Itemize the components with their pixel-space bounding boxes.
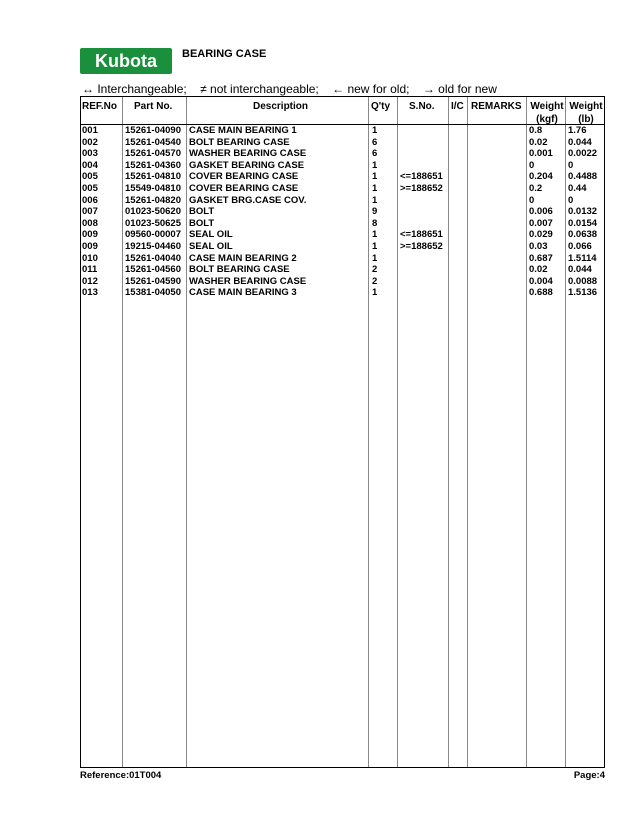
cell-part: 15261-04590 (125, 275, 181, 287)
cell-desc: BOLT (189, 206, 215, 218)
cell-part: 15261-04360 (125, 159, 181, 171)
cell-part: 15261-04810 (125, 171, 181, 183)
table-row (81, 195, 604, 207)
cell-desc: COVER BEARING CASE (189, 171, 299, 183)
cell-wlb: 0 (568, 159, 574, 171)
cell-part: 15261-04560 (125, 264, 181, 276)
cell-wkgf: 0.004 (529, 275, 553, 287)
cell-wkgf: 0.02 (529, 136, 548, 148)
cell-sno: >=188652 (400, 182, 443, 194)
cell-part: 01023-50620 (125, 206, 181, 218)
cell-wkgf: 0.006 (529, 206, 553, 218)
cell-part: 15261-04540 (125, 136, 181, 148)
cell-wkgf: 0.03 (529, 240, 548, 252)
cell-wkgf: 0 (529, 194, 535, 206)
cell-part: 15261-04090 (125, 125, 181, 136)
cell-qty: 1 (372, 171, 378, 183)
cell-wlb: 0.0154 (568, 217, 598, 229)
cell-wkgf: 0.02 (529, 264, 548, 276)
cell-desc: CASE MAIN BEARING 1 (189, 125, 297, 136)
header-sno: S.No. (409, 101, 435, 112)
cell-qty: 1 (372, 252, 378, 264)
cell-desc: COVER BEARING CASE (189, 182, 299, 194)
cell-wkgf: 0.2 (529, 182, 543, 194)
cell-ref: 005 (82, 171, 98, 183)
table-row (81, 276, 604, 288)
header-part: Part No. (134, 101, 173, 112)
parts-table (80, 96, 605, 768)
cell-wlb: 0.0132 (568, 206, 598, 218)
cell-ref: 007 (82, 206, 98, 218)
table-row (81, 218, 604, 230)
cell-qty: 1 (372, 125, 378, 136)
cell-wlb: 0.0638 (568, 229, 598, 241)
header-weight-kgf-line2: (kgf) (536, 114, 558, 125)
header-weight-kgf (529, 100, 565, 126)
cell-ref: 008 (82, 217, 98, 229)
cell-wkgf: 0.029 (529, 229, 553, 241)
legend-not-interchangeable: ≠ not interchangeable; (200, 82, 319, 96)
cell-desc: SEAL OIL (189, 229, 233, 241)
cell-qty: 6 (372, 148, 378, 160)
svg-text:Kubota: Kubota (95, 51, 157, 71)
table-row (81, 287, 604, 299)
legend-old-for-new: → old for new (422, 82, 497, 96)
cell-wlb: 1.5136 (568, 287, 598, 299)
table-row (81, 125, 604, 137)
cell-wlb: 0.0088 (568, 275, 598, 287)
header-ic: I/C (451, 101, 464, 112)
cell-ref: 002 (82, 136, 98, 148)
cell-wlb: 0.4488 (568, 171, 598, 183)
cell-desc: BOLT (189, 217, 215, 229)
cell-part: 01023-50625 (125, 217, 181, 229)
cell-ref: 009 (82, 229, 98, 241)
cell-qty: 1 (372, 240, 378, 252)
table-row (81, 206, 604, 218)
cell-part: 19215-04460 (125, 240, 181, 252)
cell-qty: 1 (372, 229, 378, 241)
cell-part: 15261-04570 (125, 148, 181, 160)
cell-desc: WASHER BEARING CASE (189, 148, 307, 160)
cell-ref: 009 (82, 240, 98, 252)
cell-wkgf: 0.688 (529, 287, 553, 299)
table-row (81, 241, 604, 253)
cell-desc: SEAL OIL (189, 240, 233, 252)
header-weight-lb-line2: (lb) (578, 114, 594, 125)
cell-ref: 001 (82, 125, 98, 136)
cell-wlb: 0.0022 (568, 148, 598, 160)
header-weight-kgf-line1: Weight (530, 101, 564, 112)
cell-desc: WASHER BEARING CASE (189, 275, 307, 287)
table-header (81, 97, 604, 125)
kubota-logo (80, 48, 172, 74)
cell-desc: CASE MAIN BEARING 2 (189, 252, 297, 264)
cell-qty: 2 (372, 275, 378, 287)
cell-sno: <=188651 (400, 171, 443, 183)
cell-qty: 1 (372, 194, 378, 206)
cell-wkgf: 0.687 (529, 252, 553, 264)
header-qty: Q'ty (371, 101, 391, 112)
table-row (81, 148, 604, 160)
table-row (81, 229, 604, 241)
table-row (81, 137, 604, 149)
cell-wlb: 0 (568, 194, 574, 206)
cell-qty: 1 (372, 182, 378, 194)
table-row (81, 160, 604, 172)
table-row (81, 253, 604, 265)
table-row (81, 264, 604, 276)
cell-qty: 9 (372, 206, 378, 218)
cell-wlb: 0.044 (568, 264, 592, 276)
cell-qty: 1 (372, 159, 378, 171)
cell-ref: 004 (82, 159, 98, 171)
cell-ref: 010 (82, 252, 98, 264)
header-remarks: REMARKS (471, 101, 522, 112)
table-body (81, 125, 604, 299)
cell-part: 15261-04040 (125, 252, 181, 264)
cell-wlb: 1.5114 (568, 252, 597, 264)
cell-ref: 005 (82, 182, 98, 194)
cell-qty: 8 (372, 217, 378, 229)
legend-new-for-old: ← new for old; (332, 82, 410, 96)
cell-qty: 6 (372, 136, 378, 148)
cell-wlb: 0.44 (568, 182, 587, 194)
cell-ref: 012 (82, 275, 98, 287)
cell-wkgf: 0.001 (529, 148, 553, 160)
cell-qty: 1 (372, 287, 378, 299)
page-number: Page:4 (573, 770, 605, 781)
cell-wkgf: 0 (529, 159, 535, 171)
cell-sno: >=188652 (400, 240, 443, 252)
cell-desc: GASKET BEARING CASE (189, 159, 305, 171)
header-weight-lb-line1: Weight (569, 101, 603, 112)
cell-part: 15261-04820 (125, 194, 181, 206)
cell-part: 09560-00007 (125, 229, 181, 241)
cell-desc: BOLT BEARING CASE (189, 136, 290, 148)
cell-wkgf: 0.204 (529, 171, 553, 183)
cell-part: 15381-04050 (125, 287, 181, 299)
table-row (81, 183, 604, 195)
legend-interchangeable: ↔ Interchangeable; (82, 82, 187, 96)
legend (82, 82, 507, 96)
cell-desc: GASKET BRG.CASE COV. (189, 194, 307, 206)
cell-wkgf: 0.007 (529, 217, 553, 229)
reference-code: Reference:01T004 (80, 770, 162, 781)
cell-wlb: 0.044 (568, 136, 592, 148)
cell-wkgf: 0.8 (529, 125, 543, 136)
cell-ref: 006 (82, 194, 98, 206)
header-description: Description (253, 101, 309, 112)
header-weight-lb (567, 100, 605, 126)
cell-wlb: 0.066 (568, 240, 592, 252)
table-row (81, 171, 604, 183)
page-title: BEARING CASE (182, 48, 267, 60)
cell-qty: 2 (372, 264, 378, 276)
cell-desc: BOLT BEARING CASE (189, 264, 290, 276)
cell-ref: 011 (82, 264, 98, 276)
cell-wlb: 1.76 (568, 125, 587, 136)
cell-ref: 013 (82, 287, 98, 299)
cell-part: 15549-04810 (125, 182, 181, 194)
cell-desc: CASE MAIN BEARING 3 (189, 287, 297, 299)
cell-ref: 003 (82, 148, 98, 160)
cell-sno: <=188651 (400, 229, 443, 241)
header-ref: REF.No (82, 101, 117, 112)
